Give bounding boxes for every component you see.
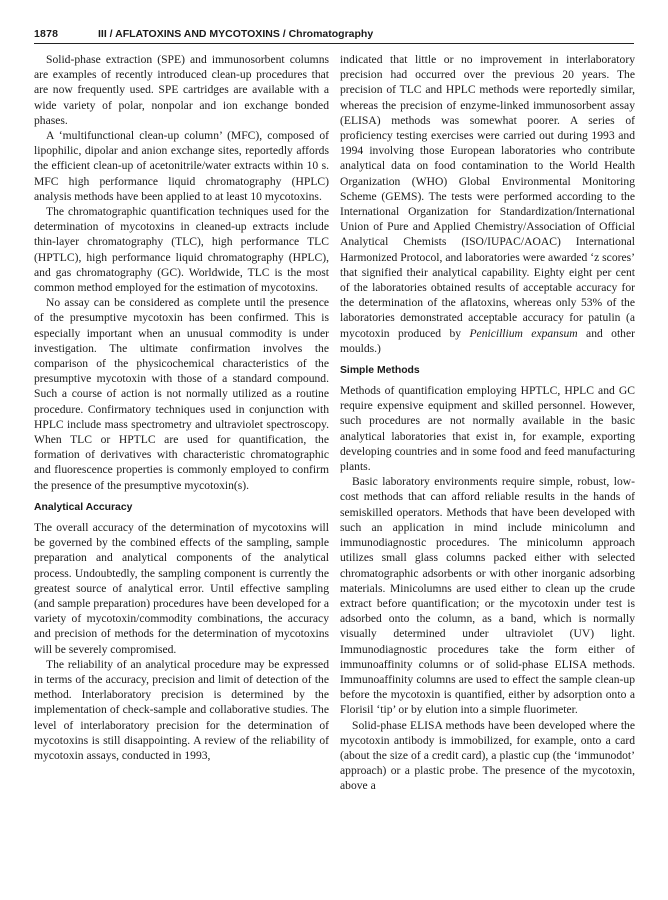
right-column bbox=[340, 52, 635, 794]
paragraph-simple-methods: Methods of quantification employing HPTLC, HPLC and GC require expensive equipment and skilled personnel. However, such procedures are not normally available in the basic analytical laboratories that exist in, for example, exporting developing countries and in some food and feed manufacturing plants. bbox=[340, 384, 635, 474]
heading-analytical-accuracy: Analytical Accuracy bbox=[34, 501, 133, 513]
paragraph-spe: Solid-phase extraction (SPE) and immunosorbent columns are examples of recently introduced clean-up procedures that are now frequently used. SPE cartridges are available with a wide variety of polar, nonpolar and ion exchange bonded phases. bbox=[34, 53, 329, 127]
paragraph-reliability: The reliability of an analytical procedure may be expressed in terms of the accuracy, precision and limit of detection of the method. Interlaboratory precision is determined by the implementation of check-sample and collaborative studies. The level of interlaboratory precision for the determination of mycotoxins is still disappointing. A review of the reliability of mycotoxin assays, conducted in 1993, bbox=[34, 657, 329, 762]
paragraph-confirmation: No assay can be considered as complete until the presence of the presumptive mycotoxin has been confirmed. This is especially important when an unusual commodity is under investigation. The ultimate confirmation involves the comparison of the physicochemical characteristics of the presumptive mycotoxin with those of a standard compound. Such a course of action is not normally utilized as a routine procedure. Confirmatory techniques used in conjunction with HPLC include mass spectrometry and ultraviolet spectroscopy. When TLC or HPTLC are used for quantification, the formation of derivatives with characteristic chromatographic and fluorescence properties is commonly employed to confirm the presence of the presumptive mycotoxin(s). bbox=[34, 296, 329, 492]
paragraph-continued bbox=[340, 52, 635, 356]
paragraph-basic-labs: Basic laboratory environments require simple, robust, low-cost methods that can afford reliable results in the hands of semiskilled operators. Methods that have been developed with such an application in mind include minicolumn and immunodiagnostic procedures. The minicolumn approach utilizes small glass columns packed either with selected chromatographic adsorbents or with other inorganic adsorbing materials. Minicolumns are used either to clean up the crude extract before quantification; or the mycotoxin under test is adsorbed onto the column, as a band, which is normally visually determined under ultraviolet (UV) light. Immunodiagnostic procedures take the form either of immunoaffinity columns or of solid-phase ELISA methods. Immunoaffinity columns are used to effect the sample clean-up before the mycotoxin is quantified, either by adsorption onto a Florisil ‘tip’ or by elution into a simple fluorimeter. bbox=[340, 475, 635, 717]
paragraph-continued-text: indicated that little or no improvement in interlaboratory precision had occurred over the previous 20 years. The precision of TLC and HPLC methods were reportedly similar, whereas the precision of enzyme-linked immunosorbent assay (ELISA) methods was somewhat poorer. A series of proficiency testing exercises were carried out during 1993 and 1994 involving those European laboratories who contribute analytical data on food contamination to the World Health Organization (WHO) Global Environmental Monitoring Scheme (GEMS). The tests were performed according to the International Organization for Standardization/International Union of Pure and Applied Chemistry/Association of Official Analytical Chemists (ISO/IUPAC/AOAC) International Harmonized Protocol, and laboratories were awarded ‘z scores’ that signified their analytical capability. Eighty eight per cent of the laboratories obtained results of acceptable accuracy for the determination of the aflatoxins, whereas only 53% of the laboratories demonstrated acceptable accuracy for patulin (a mycotoxin produced by bbox=[340, 53, 635, 340]
header-rule bbox=[34, 43, 634, 44]
paragraph-elisa: Solid-phase ELISA methods have been developed where the mycotoxin antibody is immobilized, for example, onto a card (about the size of a credit card), a plastic cup (the ‘immunodot’ approach) or a plastic probe. The presence of the mycotoxin, above a bbox=[340, 718, 635, 793]
page-number: 1878 bbox=[34, 28, 59, 40]
running-header bbox=[34, 24, 634, 42]
heading-simple-methods: Simple Methods bbox=[340, 365, 420, 377]
paragraph-continued-end: and other moulds.) bbox=[340, 326, 635, 355]
paragraph-mfc: A ‘multifunctional clean-up column’ (MFC), composed of lipophilic, dipolar and anion exchange sites, reportedly affords the efficient clean-up of acetonitrile/water extracts within 10 s. MFC high performance liquid chromatography (HPLC) analysis methods have been applied to at least 10 mycotoxins. bbox=[34, 129, 329, 203]
species-name: Penicillium expansum bbox=[469, 326, 578, 340]
left-column bbox=[34, 52, 329, 763]
paragraph-quantification: The chromatographic quantification techniques used for the determination of mycotoxins in cleaned-up extracts include thin-layer chromatography (TLC), high performance TLC (HPTLC), high performance liquid chromatography (HPLC), and gas chromatography (GC). Worldwide, TLC is the most common method employed for the estimation of mycotoxins. bbox=[34, 205, 329, 295]
paragraph-accuracy: The overall accuracy of the determination of mycotoxins will be governed by the combined effects of the sampling, sample preparation and analytical components of the analytical process. Undoubtedly, the sampling component is currently the greatest source of analytical error. Until effective sampling (and sample preparation) procedures have been developed for a variety of mycotoxin/commodity combinations, the accuracy and precision of methods for the determination of mycotoxins will be severely compromised. bbox=[34, 520, 329, 656]
running-title: III / AFLATOXINS AND MYCOTOXINS / Chromatography bbox=[98, 28, 374, 40]
